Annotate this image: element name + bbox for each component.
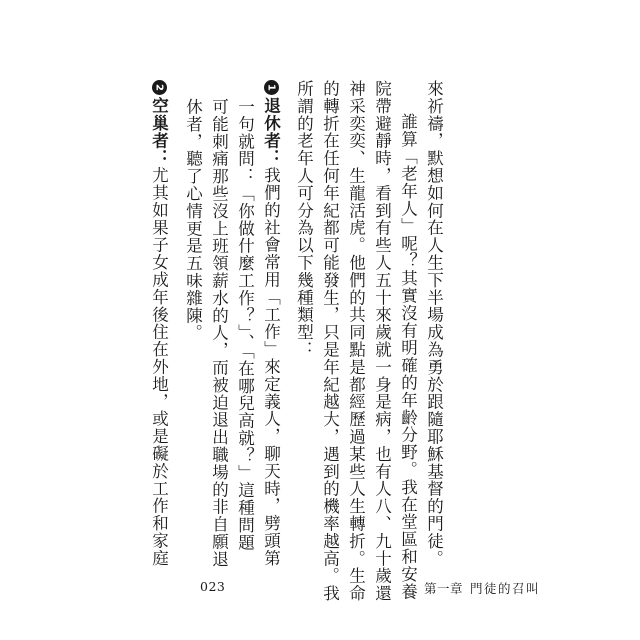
paragraph-line: 休者，聽了心情更是五味雜陳。 (183, 98, 203, 342)
list-item-retirees (262, 80, 279, 567)
paragraph-line: 的轉折在任何年紀都可能發生，只是年紀越大，遇到的機率越高。我 (320, 80, 340, 602)
paragraph-line: 神采奕奕、生龍活虎。他們的共同點是都經歷過某些人生轉折。生命 (346, 80, 366, 602)
paragraph-line: 院帶避靜時，看到有些人五十來歲就一身是病，也有人八、九十歲還 (372, 80, 392, 602)
paragraph-line: 誰算「老年人」呢？其實沒有明確的年齡分野。我在堂區和安養 (398, 113, 418, 601)
paragraph-line: 所謂的老年人可分為以下幾種類型： (294, 80, 314, 359)
list-item-text: 尤其如果子女成年後住在外地，或是礙於工作和家庭 (149, 166, 169, 567)
chapter-title: 門徒的召叫 (470, 581, 541, 596)
list-item-text: 我們的社會常用「工作」來定義人，聊天時，劈頭第 (261, 166, 281, 567)
paragraph-line: 一句就問：「你做什麼工作？」、「在哪兒高就？」這種問題 (235, 98, 255, 552)
list-item-heading: 退休者： (261, 97, 281, 167)
number-badge-1: 1 (264, 80, 279, 95)
chapter-label: 第一章 (424, 581, 464, 596)
paragraph-line: 來祈禱，默想如何在人生下半場成為勇於跟隨耶穌基督的門徒。 (424, 80, 444, 568)
paragraph-line: 可能刺痛那些沒上班領薪水的人，而被迫退出職場的非自願退 (209, 98, 229, 568)
list-item-empty-nesters (150, 80, 167, 567)
page-number: 023 (200, 579, 226, 594)
list-item-heading: 空巢者： (149, 97, 169, 167)
number-badge-2: 2 (152, 80, 167, 95)
